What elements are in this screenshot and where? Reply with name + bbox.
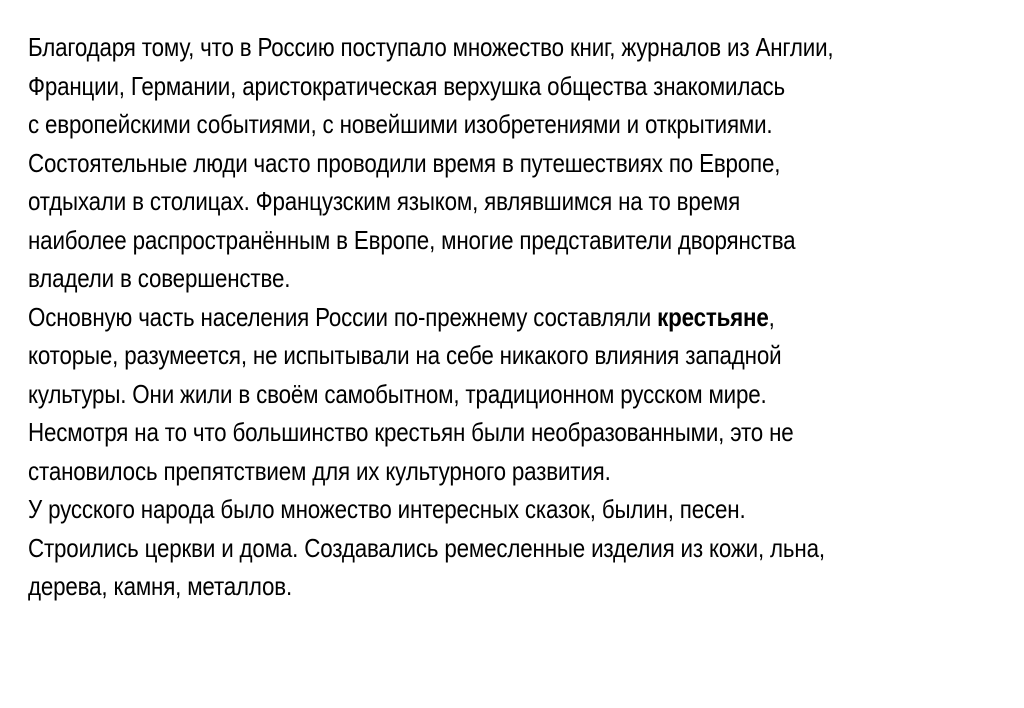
text-line: наиболее распространённым в Европе, многие представители дворянства [28, 224, 796, 255]
paragraph-books-journals [28, 28, 1008, 144]
text-line [28, 298, 871, 337]
text-line: Состоятельные люди часто проводили время в путешествиях по Европе, [28, 147, 781, 178]
paragraph-wealthy-people [28, 144, 1008, 298]
text-line: которые, разумеется, не испытывали на себе никакого влияния западной [28, 340, 782, 370]
text-line: культуры. Они жили в своём самобытном, традиционном русском мире. [28, 378, 767, 409]
text-line: Благодаря тому, что в Россию поступало множество книг, журналов из Англии, [28, 32, 834, 62]
paragraph-peasants [28, 298, 1008, 414]
paragraph-education [28, 413, 1008, 490]
text-line: Франции, Германии, аристократическая верхушка общества знакомилась [28, 70, 785, 101]
bold-term-peasants: крестьяне [657, 301, 769, 332]
paragraph-folk-culture [28, 490, 1008, 606]
text-line: У русского народа было множество интересных сказок, былин, песен. [28, 494, 746, 524]
text-fragment: , [768, 301, 775, 332]
text-line: Несмотря на то что большинство крестьян были необразованными, это не [28, 417, 794, 447]
text-line: отдыхали в столицах. Французским языком, являвшимся на то время [28, 186, 741, 216]
text-line: Строились церкви и дома. Создавались ремесленные изделия из кожи, льна, [28, 532, 825, 563]
text-line: дерева, камня, металлов. [28, 571, 293, 601]
text-line: становилось препятствием для их культурного развития. [28, 455, 611, 486]
text-fragment: Основную часть населения России по-прежнему составляли [28, 301, 658, 332]
text-line: владели в совершенстве. [28, 263, 291, 293]
document-body [28, 28, 1008, 606]
text-line: с европейскими событиями, с новейшими изобретениями и открытиями. [28, 109, 773, 139]
